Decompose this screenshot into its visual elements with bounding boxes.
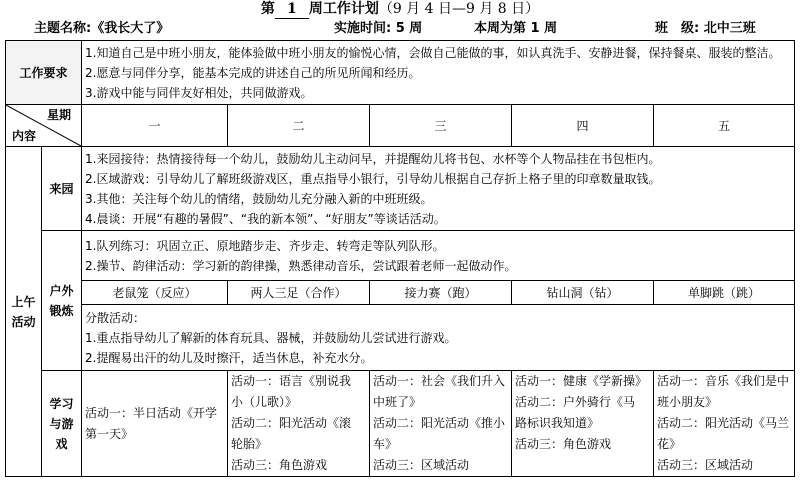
outdoor-label xyxy=(42,231,82,371)
activity-line: 活动二：阳光活动《滚 xyxy=(231,416,352,430)
class-value: : 北中三班 xyxy=(694,21,756,36)
activity-line: 活动三：角色游戏 xyxy=(231,458,328,472)
day-header-wed: 三 xyxy=(370,105,512,147)
arrival-item: 1.来园接待：热情接待每一个幼儿，鼓励幼儿主动问早，并提醒幼儿将书包、水杯等个人物品挂在书包柜内。 xyxy=(85,151,661,166)
outdoor-game-mon: 老鼠笼（反应） xyxy=(82,281,228,305)
activity-line: 活动一：半日活动《开学 xyxy=(85,405,218,420)
arrival-row xyxy=(6,147,795,231)
activity-line: 第一天》 xyxy=(85,426,134,441)
outdoor-game-thu: 钻山洞（钻） xyxy=(512,281,654,305)
morning-label-line: 上午 xyxy=(11,294,36,309)
day-header-mon: 一 xyxy=(82,105,228,147)
scattered-content xyxy=(82,305,795,371)
outdoor-label-line: 锻炼 xyxy=(49,303,74,318)
arrival-item: 3.其他：关注每个幼儿的情绪，鼓励幼儿充分融入新的中班班级。 xyxy=(85,191,433,206)
learning-label xyxy=(42,371,82,477)
outdoor-label-line: 户外 xyxy=(49,283,74,298)
scattered-item: 分散活动： xyxy=(85,310,146,325)
morning-activity-label xyxy=(6,147,42,477)
implementation-time: 实施时间: 5 周 xyxy=(334,21,423,36)
scattered-item: 2.提醒易出汗的幼儿及时擦汗，适当休息，补充水分。 xyxy=(85,350,373,365)
week-number: 1 xyxy=(275,0,309,19)
plan-table xyxy=(5,40,795,477)
activity-line: 活动三：角色游戏 xyxy=(515,437,612,451)
learning-day-wed xyxy=(370,371,512,477)
day-header-thu: 四 xyxy=(512,105,654,147)
activity-line: 活动三：区域活动 xyxy=(657,458,754,472)
activity-line: 车》 xyxy=(373,437,398,451)
activity-line: 小（儿歌）》 xyxy=(231,395,298,409)
arrival-item: 2.区域游戏：引导幼儿了解班级游戏区，重点指导小银行，引导幼儿根据自己存折上格子里的印章数量取钱。 xyxy=(85,171,661,186)
morning-label-line: 活动 xyxy=(11,314,36,329)
class-label: 班 级 xyxy=(655,21,695,36)
content-label: 内容 xyxy=(12,129,37,143)
activity-line: 轮胎》 xyxy=(231,437,268,451)
activity-line: 活动二：户外骑行《马 xyxy=(515,395,636,409)
activity-line: 活动一：健康《学新操》 xyxy=(515,374,648,388)
learning-label-line: 学习 xyxy=(49,396,74,411)
outdoor-games-row xyxy=(6,281,795,305)
requirements-content xyxy=(82,41,795,105)
activity-line: 中班了》 xyxy=(373,395,422,409)
arrival-item: 4.晨谈：开展“有趣的暑假”、“我的新本领”、“好朋友”等谈话活动。 xyxy=(85,211,446,226)
current-week: 本周为第 1 周 xyxy=(474,21,558,36)
requirement-item: 1.知道自己是中班小朋友，能体验做中班小朋友的愉悦心情，会做自己能做的事，如认真洗手、安静进餐，保持餐桌、服装的整洁。 xyxy=(85,45,781,60)
learning-label-line: 与游 xyxy=(49,416,74,431)
activity-line: 活动一：社会《我们升入 xyxy=(373,374,506,388)
outdoor-game-wed: 接力赛（跑） xyxy=(370,281,512,305)
requirement-item: 3.游戏中能与同伴友好相处，共同做游戏。 xyxy=(85,85,313,100)
activity-line: 活动一：语言《别说我 xyxy=(231,374,352,388)
arrival-content xyxy=(82,147,795,231)
arrival-label: 来园 xyxy=(42,147,82,231)
day-header-tue: 二 xyxy=(228,105,370,147)
class-info xyxy=(655,19,756,39)
learning-day-fri xyxy=(654,371,795,477)
activity-line: 花》 xyxy=(657,437,682,451)
plan-title xyxy=(0,0,800,18)
scattered-item: 1.重点指导幼儿了解新的体育玩具、器械，并鼓励幼儿尝试进行游戏。 xyxy=(85,330,457,345)
outdoor-row xyxy=(6,231,795,281)
activity-line: 活动一：音乐《我们是中 xyxy=(657,374,790,388)
activity-line: 活动三：区域活动 xyxy=(373,458,470,472)
title-suffix: 周工作计划 xyxy=(308,1,379,17)
theme-name: 主题名称:《我长大了》 xyxy=(34,21,170,36)
learning-day-thu xyxy=(512,371,654,477)
outdoor-item: 2.操节、韵律活动：学习新的韵律操，熟悉律动音乐，尝试跟着老师一起做动作。 xyxy=(85,258,517,273)
activity-line: 班小朋友》 xyxy=(657,395,718,409)
outdoor-game-fri: 单脚跳（跳） xyxy=(654,281,795,305)
learning-label-line: 戏 xyxy=(55,436,68,451)
diagonal-header-cell xyxy=(6,105,82,147)
outdoor-game-tue: 两人三足（合作） xyxy=(228,281,370,305)
activity-line: 活动二：阳光活动《马兰 xyxy=(657,416,790,430)
learning-row xyxy=(6,371,795,477)
scattered-row xyxy=(6,305,795,371)
title-dates: （9 月 4 日—9 月 8 日） xyxy=(378,1,540,17)
activity-line: 活动二：阳光活动《推小 xyxy=(373,416,506,430)
outdoor-item: 1.队列练习：巩固立正、原地踏步走、齐步走、转弯走等队列队形。 xyxy=(85,238,445,253)
outdoor-content xyxy=(82,231,795,281)
requirements-label: 工作要求 xyxy=(6,41,82,105)
requirement-item: 2.愿意与同伴分享，能基本完成的讲述自己的所见所闻和经历。 xyxy=(85,65,421,80)
title-prefix: 第 xyxy=(260,1,275,17)
day-header-fri: 五 xyxy=(654,105,795,147)
plan-meta xyxy=(0,19,800,39)
weekday-header-row xyxy=(6,105,795,147)
requirements-row xyxy=(6,41,795,105)
weekday-label: 星期 xyxy=(47,108,72,122)
learning-day-tue xyxy=(228,371,370,477)
activity-line: 路标识我知道》 xyxy=(515,416,600,430)
learning-day-mon xyxy=(82,371,228,477)
